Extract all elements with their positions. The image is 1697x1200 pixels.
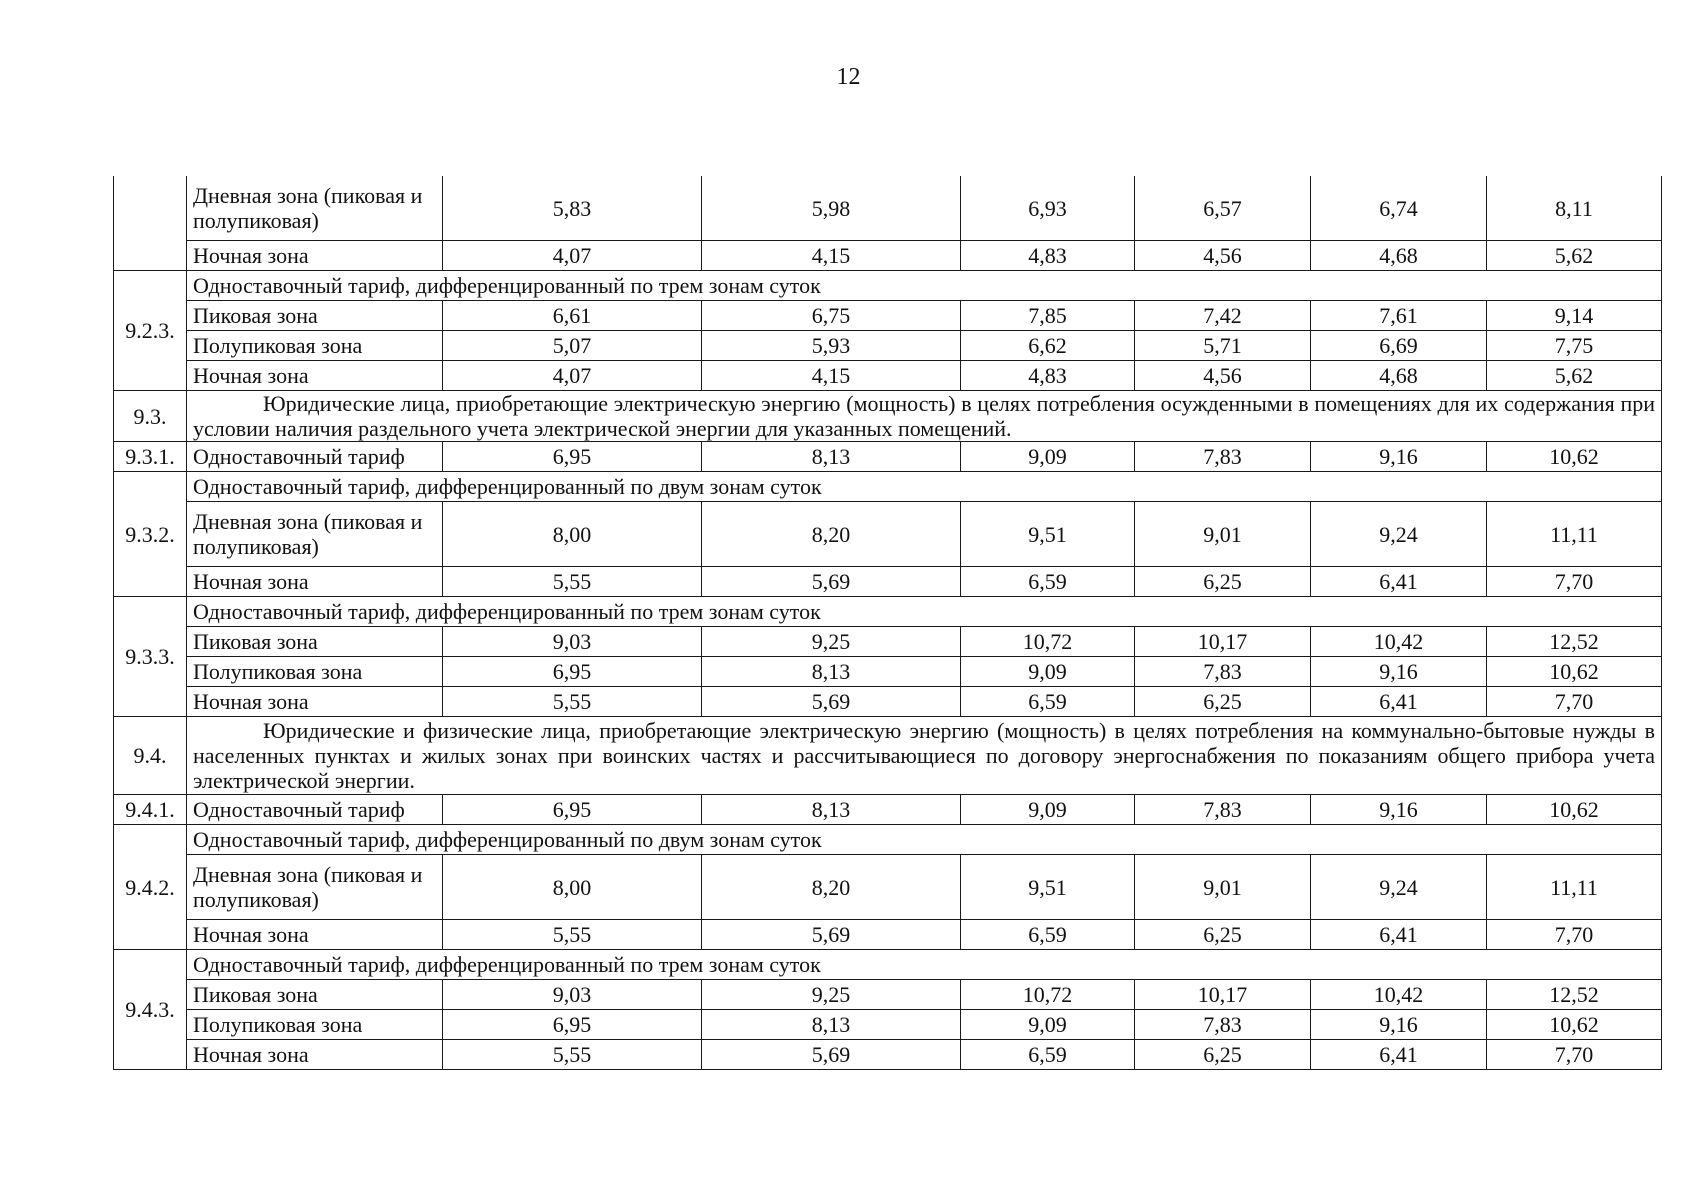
tariff-value: 7,70: [1487, 920, 1662, 950]
tariff-value: 10,62: [1487, 442, 1662, 472]
tariff-value: 9,25: [702, 980, 961, 1010]
description-text: Юридические лица, приобретающие электрическую энергию (мощность) в целях потребления осужденными в помещениях для их содержания при условии наличия раздельного учета электрической энергии для указанных помещений.: [193, 391, 1655, 441]
tariff-value: 7,70: [1487, 567, 1662, 597]
item-code: 9.4.2.: [114, 825, 187, 950]
tariff-value: 9,16: [1311, 657, 1487, 687]
tariff-type-header: Одноставочный тариф, дифференцированный по трем зонам суток: [187, 950, 1662, 980]
zone-label: Ночная зона: [187, 567, 443, 597]
consumer-group-description: [187, 717, 1662, 795]
tariff-value: 8,13: [702, 1010, 961, 1040]
tariff-value: 6,75: [702, 301, 961, 331]
tariff-value: 8,20: [702, 502, 961, 567]
table-row: [114, 502, 1662, 567]
tariff-value: 8,13: [702, 442, 961, 472]
tariff-value: 5,62: [1487, 361, 1662, 391]
tariff-type-header: Одноставочный тариф, дифференцированный по двум зонам суток: [187, 472, 1662, 502]
tariff-type-header: Одноставочный тариф, дифференцированный по трем зонам суток: [187, 271, 1662, 301]
table-row: [114, 391, 1662, 442]
tariff-value: 9,16: [1311, 442, 1487, 472]
tariff-value: 8,20: [702, 855, 961, 920]
tariff-value: 6,95: [443, 442, 702, 472]
tariff-value: 6,25: [1135, 567, 1311, 597]
table-row: [114, 980, 1662, 1010]
tariff-value: 5,55: [443, 920, 702, 950]
table-row: [114, 1010, 1662, 1040]
item-code: [114, 176, 187, 271]
tariff-value: 4,83: [961, 361, 1135, 391]
table-row: [114, 950, 1662, 980]
tariff-value: 6,41: [1311, 567, 1487, 597]
table-row: [114, 472, 1662, 502]
item-code: 9.2.3.: [114, 271, 187, 391]
tariff-value: 9,24: [1311, 855, 1487, 920]
table-row: [114, 920, 1662, 950]
tariff-value: 6,62: [961, 331, 1135, 361]
zone-label: Полупиковая зона: [187, 331, 443, 361]
tariff-value: 5,83: [443, 176, 702, 241]
item-code: 9.3.1.: [114, 442, 187, 472]
tariff-value: 6,95: [443, 795, 702, 825]
tariff-value: 7,75: [1487, 331, 1662, 361]
zone-label: Полупиковая зона: [187, 1010, 443, 1040]
tariff-value: 9,51: [961, 855, 1135, 920]
tariff-value: 9,01: [1135, 502, 1311, 567]
tariff-value: 10,42: [1311, 627, 1487, 657]
tariff-value: 10,62: [1487, 1010, 1662, 1040]
tariff-value: 6,59: [961, 687, 1135, 717]
tariff-value: 4,15: [702, 361, 961, 391]
tariff-value: 9,51: [961, 502, 1135, 567]
zone-label: Ночная зона: [187, 687, 443, 717]
tariff-value: 6,25: [1135, 1040, 1311, 1070]
zone-label: Дневная зона (пиковая и полупиковая): [187, 502, 443, 567]
tariff-value: 9,25: [702, 627, 961, 657]
page-number: 12: [836, 64, 861, 90]
tariff-value: 6,25: [1135, 687, 1311, 717]
tariff-value: 7,85: [961, 301, 1135, 331]
tariff-value: 10,62: [1487, 657, 1662, 687]
table-row: [114, 657, 1662, 687]
tariff-value: 9,16: [1311, 795, 1487, 825]
tariff-value: 9,14: [1487, 301, 1662, 331]
tariff-value: 8,13: [702, 657, 961, 687]
tariff-value: 9,09: [961, 795, 1135, 825]
tariff-value: 6,57: [1135, 176, 1311, 241]
tariff-value: 6,95: [443, 1010, 702, 1040]
tariff-value: 8,00: [443, 502, 702, 567]
tariff-value: 9,09: [961, 657, 1135, 687]
table-row: [114, 271, 1662, 301]
table-row: [114, 176, 1662, 241]
table-row: [114, 331, 1662, 361]
tariff-value: 4,68: [1311, 361, 1487, 391]
tariff-value: 10,72: [961, 980, 1135, 1010]
tariff-type-header: Одноставочный тариф, дифференцированный по трем зонам суток: [187, 597, 1662, 627]
tariff-value: 11,11: [1487, 502, 1662, 567]
zone-label: Пиковая зона: [187, 980, 443, 1010]
tariff-value: 4,07: [443, 361, 702, 391]
zone-label: Ночная зона: [187, 241, 443, 271]
tariff-value: 7,83: [1135, 795, 1311, 825]
tariff-value: 4,56: [1135, 361, 1311, 391]
tariff-value: 7,42: [1135, 301, 1311, 331]
tariff-value: 11,11: [1487, 855, 1662, 920]
tariff-value: 5,69: [702, 920, 961, 950]
tariff-type-header: Одноставочный тариф, дифференцированный по двум зонам суток: [187, 825, 1662, 855]
tariff-value: 12,52: [1487, 980, 1662, 1010]
tariff-value: 8,11: [1487, 176, 1662, 241]
tariff-value: 6,95: [443, 657, 702, 687]
tariff-value: 5,69: [702, 1040, 961, 1070]
item-code: 9.3.3.: [114, 597, 187, 717]
table-row: [114, 567, 1662, 597]
tariff-value: 12,52: [1487, 627, 1662, 657]
tariff-value: 5,69: [702, 567, 961, 597]
table-row: [114, 825, 1662, 855]
zone-label: Ночная зона: [187, 920, 443, 950]
tariff-value: 6,59: [961, 567, 1135, 597]
tariff-value: 9,09: [961, 1010, 1135, 1040]
tariff-value: 6,93: [961, 176, 1135, 241]
table-row: [114, 442, 1662, 472]
zone-label: Одноставочный тариф: [187, 795, 443, 825]
tariff-value: 10,62: [1487, 795, 1662, 825]
item-code: 9.4.: [114, 717, 187, 795]
tariff-value: 7,83: [1135, 1010, 1311, 1040]
tariff-value: 9,24: [1311, 502, 1487, 567]
tariff-value: 9,16: [1311, 1010, 1487, 1040]
tariff-value: 6,41: [1311, 1040, 1487, 1070]
item-code: 9.3.: [114, 391, 187, 442]
tariff-value: 4,56: [1135, 241, 1311, 271]
table-row: [114, 1040, 1662, 1070]
tariff-value: 5,69: [702, 687, 961, 717]
tariff-value: 7,70: [1487, 1040, 1662, 1070]
table-row: [114, 597, 1662, 627]
tariff-value: 10,17: [1135, 627, 1311, 657]
zone-label: Пиковая зона: [187, 627, 443, 657]
tariff-value: 8,00: [443, 855, 702, 920]
tariff-value: 9,01: [1135, 855, 1311, 920]
tariff-table: [113, 176, 1662, 1070]
tariff-value: 7,83: [1135, 657, 1311, 687]
tariff-value: 5,98: [702, 176, 961, 241]
table-row: [114, 795, 1662, 825]
tariff-value: 6,41: [1311, 687, 1487, 717]
tariff-value: 8,13: [702, 795, 961, 825]
zone-label: Дневная зона (пиковая и полупиковая): [187, 855, 443, 920]
tariff-value: 10,17: [1135, 980, 1311, 1010]
description-text: Юридические и физические лица, приобретающие электрическую энергию (мощность) в целях потребления на коммунально-бытовые нужды в населенных пунктах и жилых зонах при воинских частях и рассчитывающиеся по договору энергоснабжения по показаниям общего прибора учета электрической энергии.: [193, 718, 1655, 793]
zone-label: Пиковая зона: [187, 301, 443, 331]
tariff-value: 6,25: [1135, 920, 1311, 950]
tariff-value: 6,61: [443, 301, 702, 331]
tariff-value: 9,09: [961, 442, 1135, 472]
tariff-value: 10,42: [1311, 980, 1487, 1010]
tariff-table-body: [114, 176, 1662, 1070]
table-row: [114, 627, 1662, 657]
tariff-value: 5,07: [443, 331, 702, 361]
tariff-value: 4,68: [1311, 241, 1487, 271]
item-code: 9.4.3.: [114, 950, 187, 1070]
zone-label: Ночная зона: [187, 1040, 443, 1070]
tariff-value: 6,69: [1311, 331, 1487, 361]
tariff-value: 5,62: [1487, 241, 1662, 271]
tariff-value: 6,74: [1311, 176, 1487, 241]
zone-label: Полупиковая зона: [187, 657, 443, 687]
tariff-value: 7,83: [1135, 442, 1311, 472]
tariff-value: 5,55: [443, 567, 702, 597]
tariff-value: 5,71: [1135, 331, 1311, 361]
tariff-value: 5,55: [443, 687, 702, 717]
tariff-value: 9,03: [443, 627, 702, 657]
tariff-value: 6,59: [961, 920, 1135, 950]
item-code: 9.4.1.: [114, 795, 187, 825]
tariff-value: 4,83: [961, 241, 1135, 271]
tariff-value: 7,61: [1311, 301, 1487, 331]
tariff-value: 4,07: [443, 241, 702, 271]
tariff-value: 6,59: [961, 1040, 1135, 1070]
table-row: [114, 717, 1662, 795]
table-row: [114, 855, 1662, 920]
zone-label: Ночная зона: [187, 361, 443, 391]
tariff-value: 9,03: [443, 980, 702, 1010]
table-row: [114, 241, 1662, 271]
tariff-value: 10,72: [961, 627, 1135, 657]
consumer-group-description: [187, 391, 1662, 442]
table-row: [114, 361, 1662, 391]
tariff-value: 5,93: [702, 331, 961, 361]
item-code: 9.3.2.: [114, 472, 187, 597]
table-row: [114, 687, 1662, 717]
tariff-value: 5,55: [443, 1040, 702, 1070]
zone-label: Дневная зона (пиковая и полупиковая): [187, 176, 443, 241]
tariff-value: 6,41: [1311, 920, 1487, 950]
tariff-value: 7,70: [1487, 687, 1662, 717]
zone-label: Одноставочный тариф: [187, 442, 443, 472]
table-row: [114, 301, 1662, 331]
tariff-value: 4,15: [702, 241, 961, 271]
